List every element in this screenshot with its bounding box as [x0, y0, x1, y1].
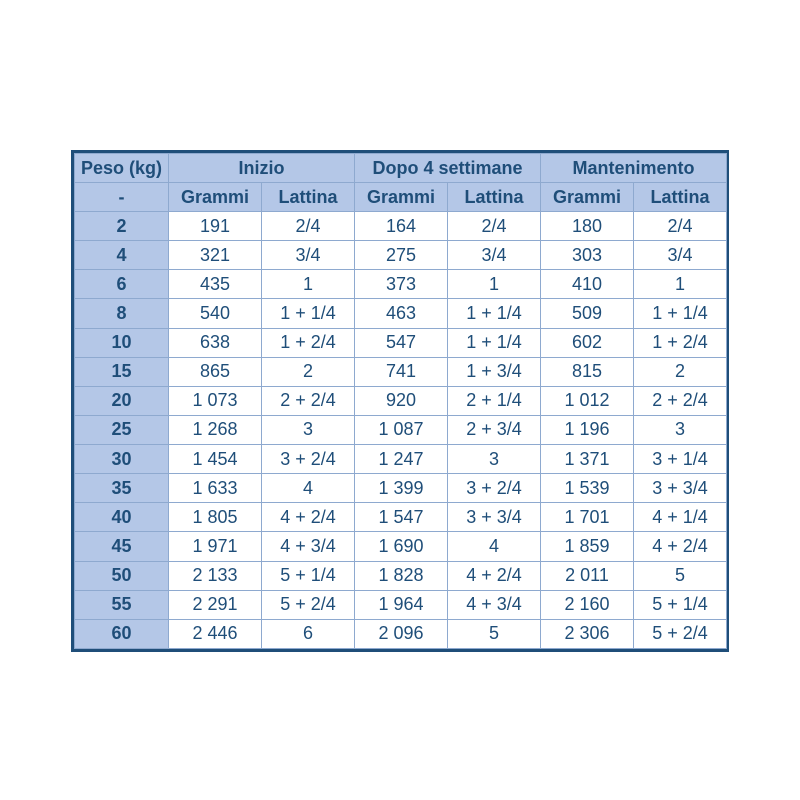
- table-row: [75, 212, 727, 241]
- inizio-lattina-cell: 1 + 2/4: [262, 328, 355, 357]
- mantenimento-lattina-cell: 2 + 2/4: [634, 386, 727, 415]
- mantenimento-grammi-cell: 2 011: [541, 561, 634, 590]
- table-body: [75, 212, 727, 649]
- inizio-lattina-cell: 2: [262, 357, 355, 386]
- sub-header-lattina: Lattina: [634, 183, 727, 212]
- sub-header-lattina: Lattina: [448, 183, 541, 212]
- dopo-lattina-cell: 3 + 3/4: [448, 503, 541, 532]
- table-row: [75, 241, 727, 270]
- mantenimento-lattina-cell: 3: [634, 415, 727, 444]
- inizio-lattina-cell: 3: [262, 415, 355, 444]
- inizio-lattina-cell: 2/4: [262, 212, 355, 241]
- mantenimento-grammi-cell: 1 196: [541, 415, 634, 444]
- table-row: [75, 328, 727, 357]
- sub-header-grammi: Grammi: [355, 183, 448, 212]
- mantenimento-lattina-cell: 1 + 1/4: [634, 299, 727, 328]
- dopo-grammi-cell: 2 096: [355, 619, 448, 648]
- inizio-grammi-cell: 540: [169, 299, 262, 328]
- inizio-lattina-cell: 2 + 2/4: [262, 386, 355, 415]
- weight-cell: 8: [75, 299, 169, 328]
- mantenimento-lattina-cell: 5 + 2/4: [634, 619, 727, 648]
- dopo-lattina-cell: 2/4: [448, 212, 541, 241]
- group-header-dopo-4-settimane: Dopo 4 settimane: [355, 154, 541, 183]
- dopo-lattina-cell: 4 + 2/4: [448, 561, 541, 590]
- dopo-lattina-cell: 3 + 2/4: [448, 474, 541, 503]
- dopo-lattina-cell: 3: [448, 445, 541, 474]
- table-row: [75, 270, 727, 299]
- dopo-grammi-cell: 1 547: [355, 503, 448, 532]
- dopo-grammi-cell: 741: [355, 357, 448, 386]
- inizio-grammi-cell: 191: [169, 212, 262, 241]
- inizio-grammi-cell: 2 446: [169, 619, 262, 648]
- mantenimento-grammi-cell: 2 306: [541, 619, 634, 648]
- mantenimento-grammi-cell: 602: [541, 328, 634, 357]
- weight-column-header: Peso (kg): [75, 154, 169, 183]
- dopo-grammi-cell: 1 247: [355, 445, 448, 474]
- dopo-grammi-cell: 463: [355, 299, 448, 328]
- mantenimento-grammi-cell: 180: [541, 212, 634, 241]
- dopo-lattina-cell: 1: [448, 270, 541, 299]
- weight-cell: 6: [75, 270, 169, 299]
- weight-cell: 10: [75, 328, 169, 357]
- sub-header-corner: -: [75, 183, 169, 212]
- weight-cell: 25: [75, 415, 169, 444]
- inizio-grammi-cell: 321: [169, 241, 262, 270]
- mantenimento-grammi-cell: 1 012: [541, 386, 634, 415]
- dopo-lattina-cell: 3/4: [448, 241, 541, 270]
- dopo-grammi-cell: 1 399: [355, 474, 448, 503]
- mantenimento-grammi-cell: 815: [541, 357, 634, 386]
- dopo-lattina-cell: 2 + 1/4: [448, 386, 541, 415]
- weight-cell: 30: [75, 445, 169, 474]
- inizio-grammi-cell: 1 633: [169, 474, 262, 503]
- mantenimento-lattina-cell: 5 + 1/4: [634, 590, 727, 619]
- inizio-grammi-cell: 435: [169, 270, 262, 299]
- mantenimento-lattina-cell: 2/4: [634, 212, 727, 241]
- sub-header-grammi: Grammi: [169, 183, 262, 212]
- table-row: [75, 474, 727, 503]
- inizio-grammi-cell: 1 073: [169, 386, 262, 415]
- dopo-lattina-cell: 1 + 3/4: [448, 357, 541, 386]
- mantenimento-lattina-cell: 1 + 2/4: [634, 328, 727, 357]
- dopo-grammi-cell: 164: [355, 212, 448, 241]
- mantenimento-grammi-cell: 303: [541, 241, 634, 270]
- inizio-lattina-cell: 3/4: [262, 241, 355, 270]
- inizio-grammi-cell: 638: [169, 328, 262, 357]
- inizio-lattina-cell: 4: [262, 474, 355, 503]
- mantenimento-grammi-cell: 509: [541, 299, 634, 328]
- inizio-grammi-cell: 865: [169, 357, 262, 386]
- inizio-lattina-cell: 1 + 1/4: [262, 299, 355, 328]
- mantenimento-lattina-cell: 3/4: [634, 241, 727, 270]
- dopo-grammi-cell: 1 690: [355, 532, 448, 561]
- inizio-lattina-cell: 1: [262, 270, 355, 299]
- dopo-grammi-cell: 275: [355, 241, 448, 270]
- feeding-table: [74, 153, 727, 649]
- inizio-lattina-cell: 5 + 2/4: [262, 590, 355, 619]
- mantenimento-grammi-cell: 1 701: [541, 503, 634, 532]
- inizio-grammi-cell: 2 133: [169, 561, 262, 590]
- mantenimento-grammi-cell: 1 371: [541, 445, 634, 474]
- table-row: [75, 386, 727, 415]
- weight-cell: 40: [75, 503, 169, 532]
- feeding-table-container: [71, 150, 729, 652]
- table-row: [75, 561, 727, 590]
- inizio-lattina-cell: 5 + 1/4: [262, 561, 355, 590]
- mantenimento-lattina-cell: 3 + 1/4: [634, 445, 727, 474]
- table-row: [75, 415, 727, 444]
- table-row: [75, 590, 727, 619]
- dopo-grammi-cell: 920: [355, 386, 448, 415]
- weight-cell: 15: [75, 357, 169, 386]
- dopo-grammi-cell: 1 964: [355, 590, 448, 619]
- inizio-grammi-cell: 1 454: [169, 445, 262, 474]
- weight-cell: 4: [75, 241, 169, 270]
- dopo-lattina-cell: 5: [448, 619, 541, 648]
- sub-header-grammi: Grammi: [541, 183, 634, 212]
- inizio-lattina-cell: 6: [262, 619, 355, 648]
- dopo-grammi-cell: 1 828: [355, 561, 448, 590]
- weight-cell: 60: [75, 619, 169, 648]
- inizio-lattina-cell: 4 + 2/4: [262, 503, 355, 532]
- mantenimento-grammi-cell: 1 859: [541, 532, 634, 561]
- inizio-grammi-cell: 2 291: [169, 590, 262, 619]
- table-row: [75, 503, 727, 532]
- weight-cell: 55: [75, 590, 169, 619]
- mantenimento-lattina-cell: 4 + 1/4: [634, 503, 727, 532]
- table-row: [75, 445, 727, 474]
- inizio-grammi-cell: 1 805: [169, 503, 262, 532]
- inizio-grammi-cell: 1 971: [169, 532, 262, 561]
- weight-cell: 45: [75, 532, 169, 561]
- inizio-grammi-cell: 1 268: [169, 415, 262, 444]
- dopo-lattina-cell: 1 + 1/4: [448, 299, 541, 328]
- weight-cell: 20: [75, 386, 169, 415]
- dopo-lattina-cell: 4: [448, 532, 541, 561]
- group-header-inizio: Inizio: [169, 154, 355, 183]
- weight-cell: 50: [75, 561, 169, 590]
- inizio-lattina-cell: 4 + 3/4: [262, 532, 355, 561]
- mantenimento-grammi-cell: 1 539: [541, 474, 634, 503]
- table-row: [75, 619, 727, 648]
- dopo-lattina-cell: 2 + 3/4: [448, 415, 541, 444]
- mantenimento-lattina-cell: 5: [634, 561, 727, 590]
- dopo-lattina-cell: 1 + 1/4: [448, 328, 541, 357]
- table-row: [75, 532, 727, 561]
- dopo-grammi-cell: 373: [355, 270, 448, 299]
- mantenimento-lattina-cell: 3 + 3/4: [634, 474, 727, 503]
- mantenimento-lattina-cell: 4 + 2/4: [634, 532, 727, 561]
- sub-header-lattina: Lattina: [262, 183, 355, 212]
- mantenimento-lattina-cell: 1: [634, 270, 727, 299]
- sub-header-row: [75, 183, 727, 212]
- weight-cell: 35: [75, 474, 169, 503]
- table-row: [75, 299, 727, 328]
- dopo-grammi-cell: 547: [355, 328, 448, 357]
- table-row: [75, 357, 727, 386]
- group-header-row: [75, 154, 727, 183]
- inizio-lattina-cell: 3 + 2/4: [262, 445, 355, 474]
- mantenimento-lattina-cell: 2: [634, 357, 727, 386]
- weight-cell: 2: [75, 212, 169, 241]
- group-header-mantenimento: Mantenimento: [541, 154, 727, 183]
- mantenimento-grammi-cell: 410: [541, 270, 634, 299]
- dopo-grammi-cell: 1 087: [355, 415, 448, 444]
- dopo-lattina-cell: 4 + 3/4: [448, 590, 541, 619]
- mantenimento-grammi-cell: 2 160: [541, 590, 634, 619]
